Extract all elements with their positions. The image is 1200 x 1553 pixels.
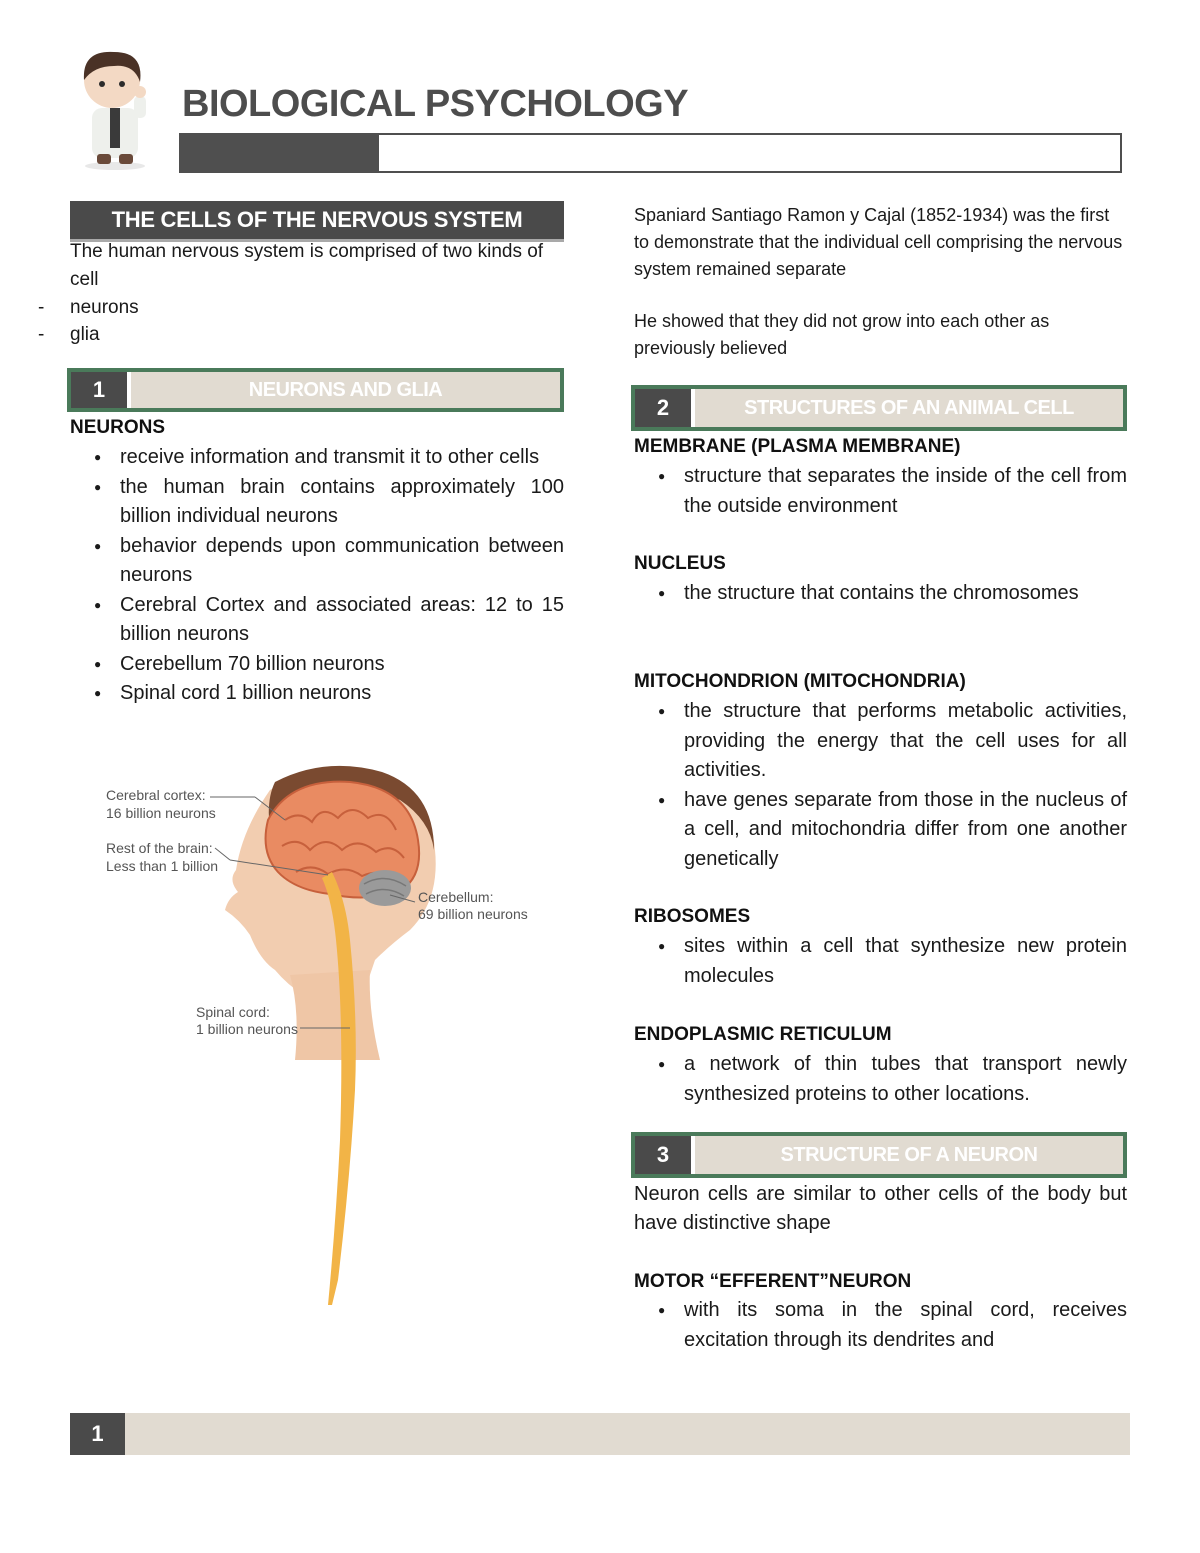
label-spinal-cord: Spinal cord: [196, 1004, 270, 1020]
brain-neurons-figure [100, 760, 560, 1320]
list-item: ● sites within a cell that synthesize new protein molecules [634, 932, 1127, 991]
cajal-paragraph-2: He showed that they did not grow into each other as previously believed [634, 311, 1050, 358]
label-cerebellum: Cerebellum: [418, 889, 494, 905]
list-item: ● with its soma in the spinal cord, receives excitation through its dendrites and [634, 1296, 1127, 1355]
section-label: STRUCTURES OF AN ANIMAL CELL [695, 389, 1123, 427]
er-bullet-list [634, 1050, 1127, 1109]
section-header-neurons-glia [67, 368, 564, 412]
mitochondrion-heading: MITOCHONDRION (MITOCHONDRIA) [634, 671, 966, 692]
section-label: NEURONS AND GLIA [131, 372, 560, 408]
neuron-intro: Neuron cells are similar to other cells of the body but have distinctive shape [634, 1183, 1127, 1234]
label-rest-of-brain-count: Less than 1 billion [106, 858, 219, 874]
nucleus-bullet-list [634, 579, 1127, 609]
section-number: 3 [635, 1136, 691, 1174]
list-item: - neurons [0, 294, 564, 321]
list-item: ● Cerebellum 70 billion neurons [70, 650, 564, 680]
list-item: ● the human brain contains approximately 100 billion individual neurons [70, 473, 564, 532]
list-item: ● the structure that performs metabolic activities, providing the energy that the cell uses for all activities. [634, 697, 1127, 786]
label-cerebellum-count: 69 billion neurons [418, 906, 528, 922]
intro-text: The human nervous system is comprised of two kinds of cell [70, 241, 544, 290]
list-item: ● behavior depends upon communication between neurons [70, 532, 564, 591]
list-item: - glia [0, 321, 564, 348]
membrane-heading: MEMBRANE (PLASMA MEMBRANE) [634, 436, 961, 457]
neurons-heading: NEURONS [70, 417, 166, 438]
mitochondrion-bullet-list [634, 697, 1127, 874]
list-item: ● Cerebral Cortex and associated areas: 12 to 15 billion neurons [70, 591, 564, 650]
label-rest-of-brain: Rest of the brain: [106, 840, 213, 856]
mascot-illustration [70, 46, 160, 172]
section-label: STRUCTURE OF A NEURON [695, 1136, 1123, 1174]
section-header-animal-cell [631, 385, 1127, 431]
label-cerebral-cortex: Cerebral cortex: [106, 787, 206, 803]
list-item: ● Spinal cord 1 billion neurons [70, 679, 564, 709]
motor-neuron-heading: MOTOR “EFFERENT”NEURON [634, 1271, 912, 1292]
er-heading: ENDOPLASMIC RETICULUM [634, 1024, 892, 1045]
section-header-neuron-structure [631, 1132, 1127, 1178]
label-cerebral-cortex-count: 16 billion neurons [106, 805, 216, 821]
ribosomes-heading: RIBOSOMES [634, 906, 751, 927]
membrane-bullet-list [634, 462, 1127, 521]
cajal-paragraph: Spaniard Santiago Ramon y Cajal (1852-1934) was the first to demonstrate that the individual cell comprising the nervous system remained separate [634, 205, 1123, 279]
list-item: ● receive information and transmit it to other cells [70, 443, 564, 473]
list-item: ● the structure that contains the chromosomes [634, 579, 1127, 609]
section-number: 2 [635, 389, 691, 427]
document-title: BIOLOGICAL PSYCHOLOGY [182, 83, 689, 125]
list-item: ● have genes separate from those in the nucleus of a cell, and mitochondria differ from one another genetically [634, 786, 1127, 875]
motor-neuron-bullet-list [634, 1296, 1127, 1355]
section-number: 1 [71, 372, 127, 408]
cell-kinds-list [0, 294, 564, 348]
footer-bar [70, 1413, 1130, 1455]
label-spinal-cord-count: 1 billion neurons [196, 1021, 298, 1037]
list-item: ● structure that separates the inside of the cell from the outside environment [634, 462, 1127, 521]
ribosomes-bullet-list [634, 932, 1127, 991]
nucleus-heading: NUCLEUS [634, 553, 726, 574]
title-underline-bar [179, 133, 1122, 173]
list-item: ● a network of thin tubes that transport newly synthesized proteins to other locations. [634, 1050, 1127, 1109]
section-title-cells: THE CELLS OF THE NERVOUS SYSTEM [70, 201, 564, 242]
page-number: 1 [70, 1413, 125, 1455]
intro-paragraph [70, 238, 564, 348]
neurons-bullet-list [70, 443, 564, 709]
